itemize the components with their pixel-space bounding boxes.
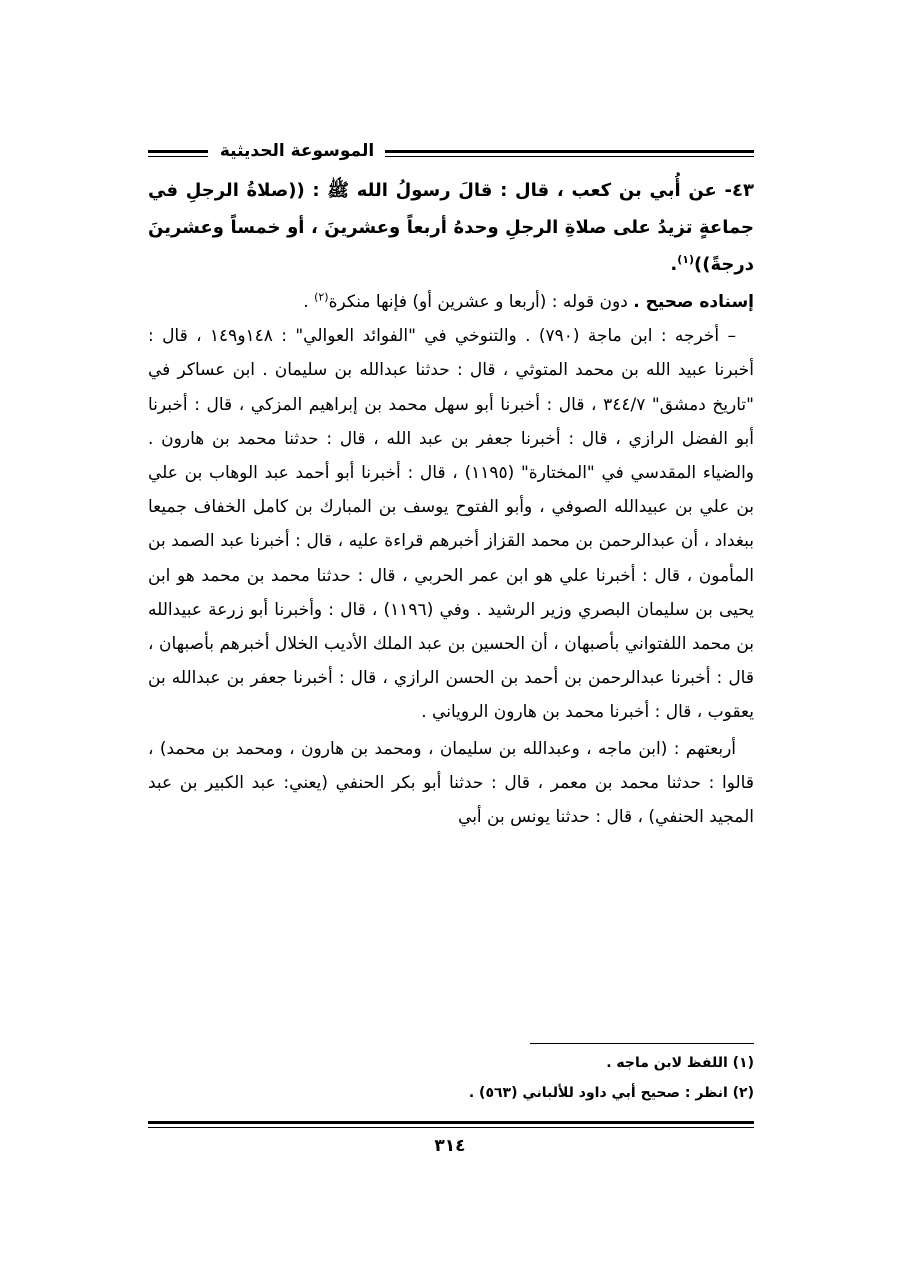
footer-rule-thick [148,1121,754,1124]
footnote-ref-2: (٢) [314,290,329,304]
footnote-separator [530,1043,754,1044]
header-rule-left [148,150,208,153]
footnote-ref-1: (١) [677,253,695,266]
takhrij-paragraph-1: – أخرجه : ابن ماجة (٧٩٠) . والتنوخي في "الفوائد العوالي" : ١٤٨و١٤٩ ، قال : أخبرنا عبيد الله بن محمد المتوثي ، قال : حدثنا عبدالله بن سليمان . ابن عساكر في "تاريخ دمشق" ٣٤٤/٧ ، قال : أخبرنا أبو سهل محمد بن إبراهيم المزكي ، قال : أخبرنا أبو الفضل الرازي ، قال : أخبرنا جعفر بن عبد الله ، قال : حدثنا محمد بن هارون . والضياء المقدسي في "المختارة" (١١٩٥) ، قال : أخبرنا أبو أحمد عبد الوهاب بن علي بن علي بن عبيدالله الصوفي ، وأبو الفتوح يوسف بن المبارك بن كامل الخفاف جميعا ببغداد ، أن عبدالرحمن بن محمد القزاز أخبرهم قراءة عليه ، قال : أخبرنا عبد الصمد بن المأمون ، قال : أخبرنا علي هو ابن عمر الحربي ، قال : حدثنا محمد بن محمد هو ابن يحيى بن سليمان البصري وزير الرشيد . وفي (١١٩٦) ، قال : وأخبرنا أبو زرعة عبيدالله بن محمد اللفتواني بأصبهان ، أن الحسين بن عبد الملك الأديب الخلال أخبرهم بأصبهان ، قال : أخبرنا عبدالرحمن بن أحمد بن الحسن الرازي ، قال : أخبرنا جعفر بن عبدالله بن يعقوب ، قال : أخبرنا محمد بن هارون الروياني . [148,326,754,723]
isnad-text: دون قوله : (أربعا و عشرين أو) فإنها منكرة [328,292,628,312]
footnotes [148,1048,754,1108]
isnad-paragraph [148,285,754,319]
takhrij-paragraph-2: أربعتهم : (ابن ماجه ، وعبدالله بن سليمان ، ومحمد بن هارون ، ومحمد بن محمد) ، قالوا : حدثنا محمد بن معمر ، قال : حدثنا أبو بكر الحنفي (يعني: عبد الكبير بن عبد المجيد الحنفي) ، قال : حدثنا يونس بن أبي [148,738,754,828]
header-rule-right-thin [385,156,754,157]
hadith-end: . [670,254,678,275]
isnad-label: إسناده صحيح . [633,292,754,312]
header-rule-left-thin [148,156,208,157]
isnad-end: . [303,292,309,312]
footnote-1: (١) اللفظ لابن ماجه . [606,1055,754,1071]
header-rule-right [385,150,754,153]
hadith-number: ٤٣- [724,180,754,201]
main-text [148,172,754,834]
footer-rule-thin [148,1127,754,1128]
footnote-2: (٢) انظر : صحيح أبي داود للألباني (٥٦٣) . [468,1085,754,1101]
hadith-paragraph [148,172,754,283]
hadith-text: عن أُبي بن كعب ، قال : قالَ رسولُ الله ﷺ : ((صلاةُ الرجلِ في جماعةٍ تزيدُ على صلاةِ الرجلِ وحدهُ أربعاً وعشرينَ ، أو خمساً وعشرينَ درجةً)) [148,180,754,275]
running-header-title: الموسوعة الحديثية [219,141,375,161]
page-number: ٣١٤ [434,1136,466,1156]
